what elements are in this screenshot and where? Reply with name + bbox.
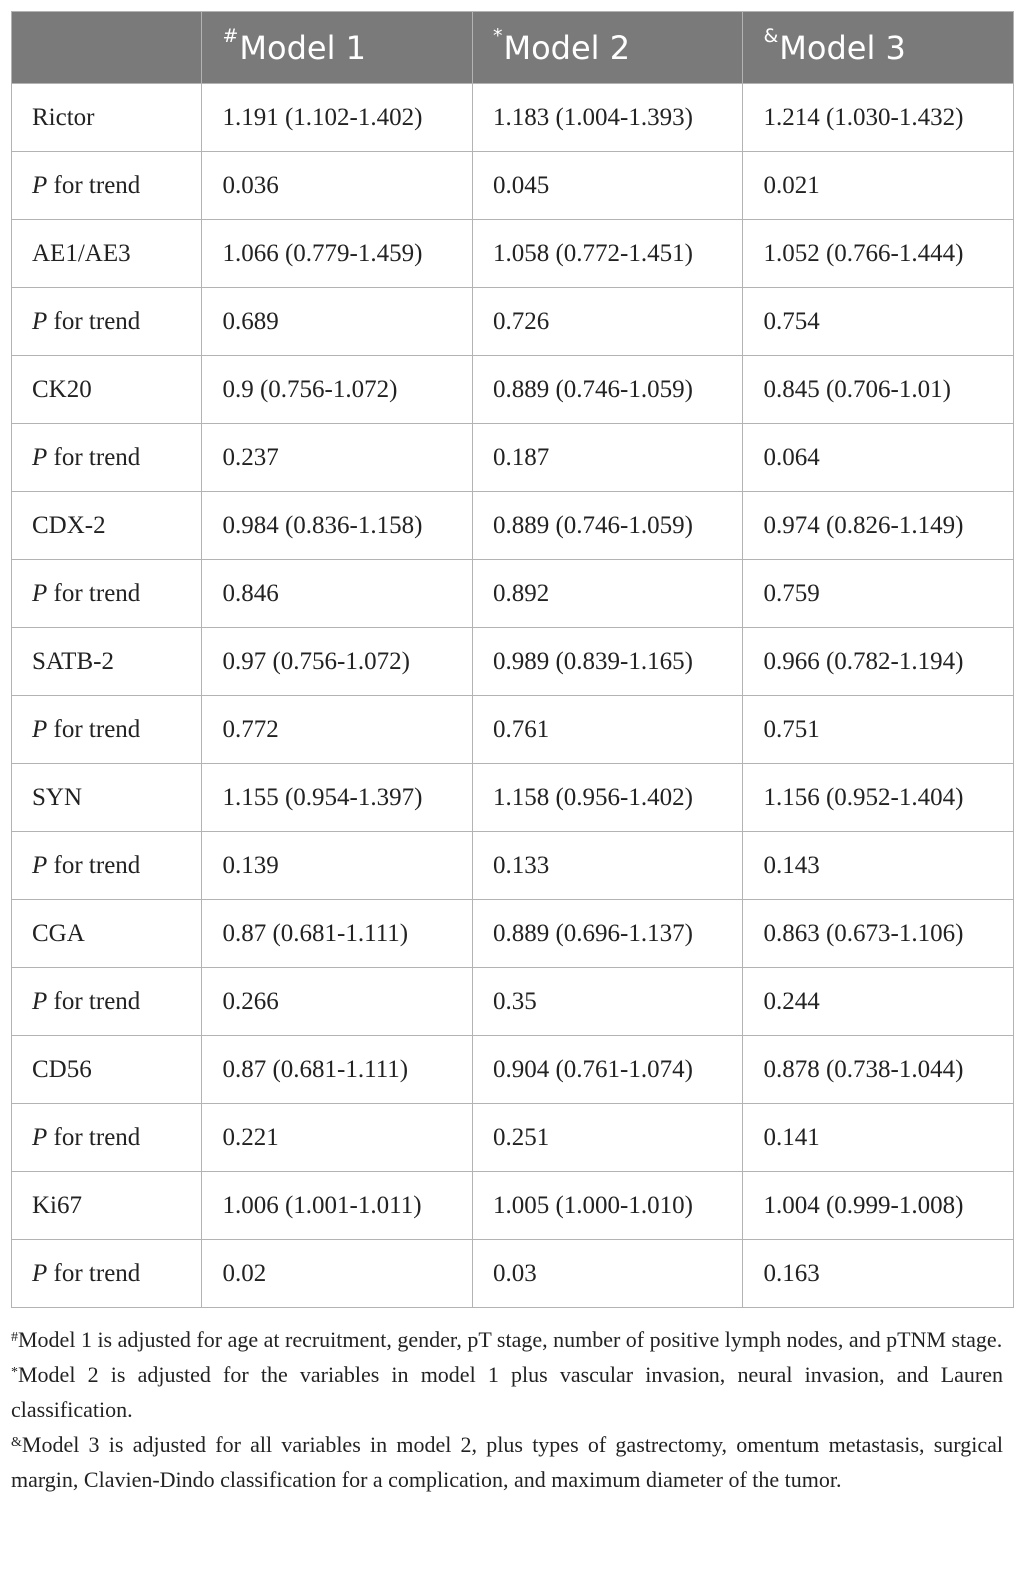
row-label-cell: [12, 1240, 202, 1308]
header-model-3: [743, 12, 1014, 84]
model-3-value: 0.878 (0.738-1.044): [743, 1036, 1014, 1104]
model-2-value: 0.726: [472, 288, 743, 356]
header-label: Model 3: [779, 28, 906, 67]
row-label-cell: [12, 84, 202, 152]
model-2-value: 0.133: [472, 832, 743, 900]
model-3-value: 0.244: [743, 968, 1014, 1036]
row-label: AE1/AE3: [32, 239, 131, 267]
model-1-value: 0.036: [202, 152, 473, 220]
p-symbol: P: [32, 443, 48, 471]
table-body: [12, 84, 1014, 1308]
model-2-value: 0.187: [472, 424, 743, 492]
model-3-value: 0.845 (0.706-1.01): [743, 356, 1014, 424]
model-2-value: 1.183 (1.004-1.393): [472, 84, 743, 152]
marker-row: [12, 220, 1014, 288]
row-label-cell: [12, 356, 202, 424]
p-symbol: P: [32, 1123, 48, 1151]
p-symbol: P: [32, 715, 48, 743]
model-3-value: 0.966 (0.782-1.194): [743, 628, 1014, 696]
p-for-trend-row: [12, 424, 1014, 492]
p-for-trend-row: [12, 1240, 1014, 1308]
row-label-cell: [12, 492, 202, 560]
row-label: CD56: [32, 1055, 92, 1083]
marker-row: [12, 356, 1014, 424]
model-1-value: 1.006 (1.001-1.011): [202, 1172, 473, 1240]
marker-row: [12, 1036, 1014, 1104]
model-2-value: 1.158 (0.956-1.402): [472, 764, 743, 832]
header-footnote-mark: *: [492, 24, 503, 47]
model-1-value: 0.9 (0.756-1.072): [202, 356, 473, 424]
row-label: Rictor: [32, 103, 95, 131]
p-symbol: P: [32, 851, 48, 879]
footnote-model-2: [11, 1357, 1003, 1427]
row-label-cell: [12, 968, 202, 1036]
model-1-value: 0.237: [202, 424, 473, 492]
model-2-value: 0.889 (0.746-1.059): [472, 492, 743, 560]
model-2-value: 1.005 (1.000-1.010): [472, 1172, 743, 1240]
model-2-value: 0.892: [472, 560, 743, 628]
model-1-value: 0.02: [202, 1240, 473, 1308]
header-model-2: [472, 12, 743, 84]
model-1-value: 0.984 (0.836-1.158): [202, 492, 473, 560]
row-label: SYN: [32, 783, 83, 811]
row-label-cell: [12, 560, 202, 628]
marker-row: [12, 1172, 1014, 1240]
model-2-value: 0.904 (0.761-1.074): [472, 1036, 743, 1104]
p-for-trend-row: [12, 560, 1014, 628]
model-1-value: 0.87 (0.681-1.111): [202, 900, 473, 968]
regression-results-table: [11, 11, 1014, 1308]
p-symbol: P: [32, 171, 48, 199]
header-footnote-mark: &: [763, 24, 779, 47]
p-symbol: P: [32, 1259, 48, 1287]
marker-row: [12, 900, 1014, 968]
model-1-value: 0.772: [202, 696, 473, 764]
p-for-trend-row: [12, 968, 1014, 1036]
model-1-value: 0.846: [202, 560, 473, 628]
model-2-value: 0.761: [472, 696, 743, 764]
p-for-trend-row: [12, 1104, 1014, 1172]
model-1-value: 0.97 (0.756-1.072): [202, 628, 473, 696]
p-for-trend-row: [12, 152, 1014, 220]
row-label-cell: [12, 424, 202, 492]
model-3-value: 1.156 (0.952-1.404): [743, 764, 1014, 832]
footnote-text: Model 1 is adjusted for age at recruitment, gender, pT stage, number of positive lymph nodes, and pTNM stage.: [18, 1327, 1003, 1352]
row-label-cell: [12, 900, 202, 968]
row-label: CK20: [32, 375, 92, 403]
row-label: CDX-2: [32, 511, 106, 539]
model-2-value: 0.889 (0.746-1.059): [472, 356, 743, 424]
model-3-value: 0.064: [743, 424, 1014, 492]
marker-row: [12, 492, 1014, 560]
model-1-value: 0.221: [202, 1104, 473, 1172]
row-label: for trend: [47, 443, 141, 471]
row-label: for trend: [47, 1259, 141, 1287]
model-2-value: 0.889 (0.696-1.137): [472, 900, 743, 968]
row-label: for trend: [47, 307, 141, 335]
row-label-cell: [12, 288, 202, 356]
row-label-cell: [12, 628, 202, 696]
row-label-cell: [12, 1036, 202, 1104]
model-3-value: 0.863 (0.673-1.106): [743, 900, 1014, 968]
row-label: for trend: [47, 171, 141, 199]
footnote-mark: &: [11, 1435, 22, 1450]
header-empty-cell: [12, 12, 202, 84]
footnote-text: Model 3 is adjusted for all variables in model 2, plus types of gastrectomy, omentum metastasis, surgical margin, Clavien-Dindo classification for a complication, and maximum diameter of the tumor.: [11, 1432, 1003, 1492]
model-2-value: 0.989 (0.839-1.165): [472, 628, 743, 696]
model-2-value: 0.045: [472, 152, 743, 220]
table-header-row: [12, 12, 1014, 84]
footnote-model-3: [11, 1427, 1003, 1497]
p-symbol: P: [32, 307, 48, 335]
footnotes: [11, 1322, 1003, 1497]
footnote-mark: #: [11, 1330, 18, 1345]
model-3-value: 1.052 (0.766-1.444): [743, 220, 1014, 288]
row-label-cell: [12, 1104, 202, 1172]
row-label: for trend: [47, 715, 141, 743]
model-3-value: 0.751: [743, 696, 1014, 764]
model-3-value: 0.754: [743, 288, 1014, 356]
model-1-value: 0.139: [202, 832, 473, 900]
row-label: for trend: [47, 579, 141, 607]
model-1-value: 0.266: [202, 968, 473, 1036]
model-1-value: 0.689: [202, 288, 473, 356]
model-3-value: 0.143: [743, 832, 1014, 900]
model-3-value: 0.021: [743, 152, 1014, 220]
model-1-value: 1.066 (0.779-1.459): [202, 220, 473, 288]
p-for-trend-row: [12, 696, 1014, 764]
header-label: Model 2: [503, 28, 631, 67]
model-2-value: 0.03: [472, 1240, 743, 1308]
row-label: Ki67: [32, 1191, 82, 1219]
header-footnote-mark: #: [222, 24, 239, 47]
footnote-mark: *: [11, 1365, 18, 1380]
model-3-value: 1.004 (0.999-1.008): [743, 1172, 1014, 1240]
marker-row: [12, 764, 1014, 832]
model-2-value: 0.35: [472, 968, 743, 1036]
row-label-cell: [12, 764, 202, 832]
p-symbol: P: [32, 579, 48, 607]
row-label: for trend: [47, 987, 141, 1015]
model-2-value: 1.058 (0.772-1.451): [472, 220, 743, 288]
marker-row: [12, 84, 1014, 152]
row-label: SATB-2: [32, 647, 114, 675]
p-for-trend-row: [12, 288, 1014, 356]
row-label: CGA: [32, 919, 85, 947]
results-table-container: [11, 11, 1014, 1308]
row-label: for trend: [47, 851, 141, 879]
model-3-value: 0.759: [743, 560, 1014, 628]
p-for-trend-row: [12, 832, 1014, 900]
footnote-model-1: [11, 1322, 1003, 1357]
model-1-value: 1.191 (1.102-1.402): [202, 84, 473, 152]
row-label-cell: [12, 832, 202, 900]
model-3-value: 0.974 (0.826-1.149): [743, 492, 1014, 560]
p-symbol: P: [32, 987, 48, 1015]
model-3-value: 1.214 (1.030-1.432): [743, 84, 1014, 152]
header-label: Model 1: [239, 28, 366, 67]
row-label-cell: [12, 696, 202, 764]
row-label-cell: [12, 220, 202, 288]
model-1-value: 1.155 (0.954-1.397): [202, 764, 473, 832]
row-label-cell: [12, 1172, 202, 1240]
model-3-value: 0.163: [743, 1240, 1014, 1308]
model-3-value: 0.141: [743, 1104, 1014, 1172]
header-model-1: [202, 12, 473, 84]
row-label-cell: [12, 152, 202, 220]
model-2-value: 0.251: [472, 1104, 743, 1172]
marker-row: [12, 628, 1014, 696]
model-1-value: 0.87 (0.681-1.111): [202, 1036, 473, 1104]
row-label: for trend: [47, 1123, 141, 1151]
footnote-text: Model 2 is adjusted for the variables in model 1 plus vascular invasion, neural invasion, and Lauren classification.: [11, 1362, 1003, 1422]
